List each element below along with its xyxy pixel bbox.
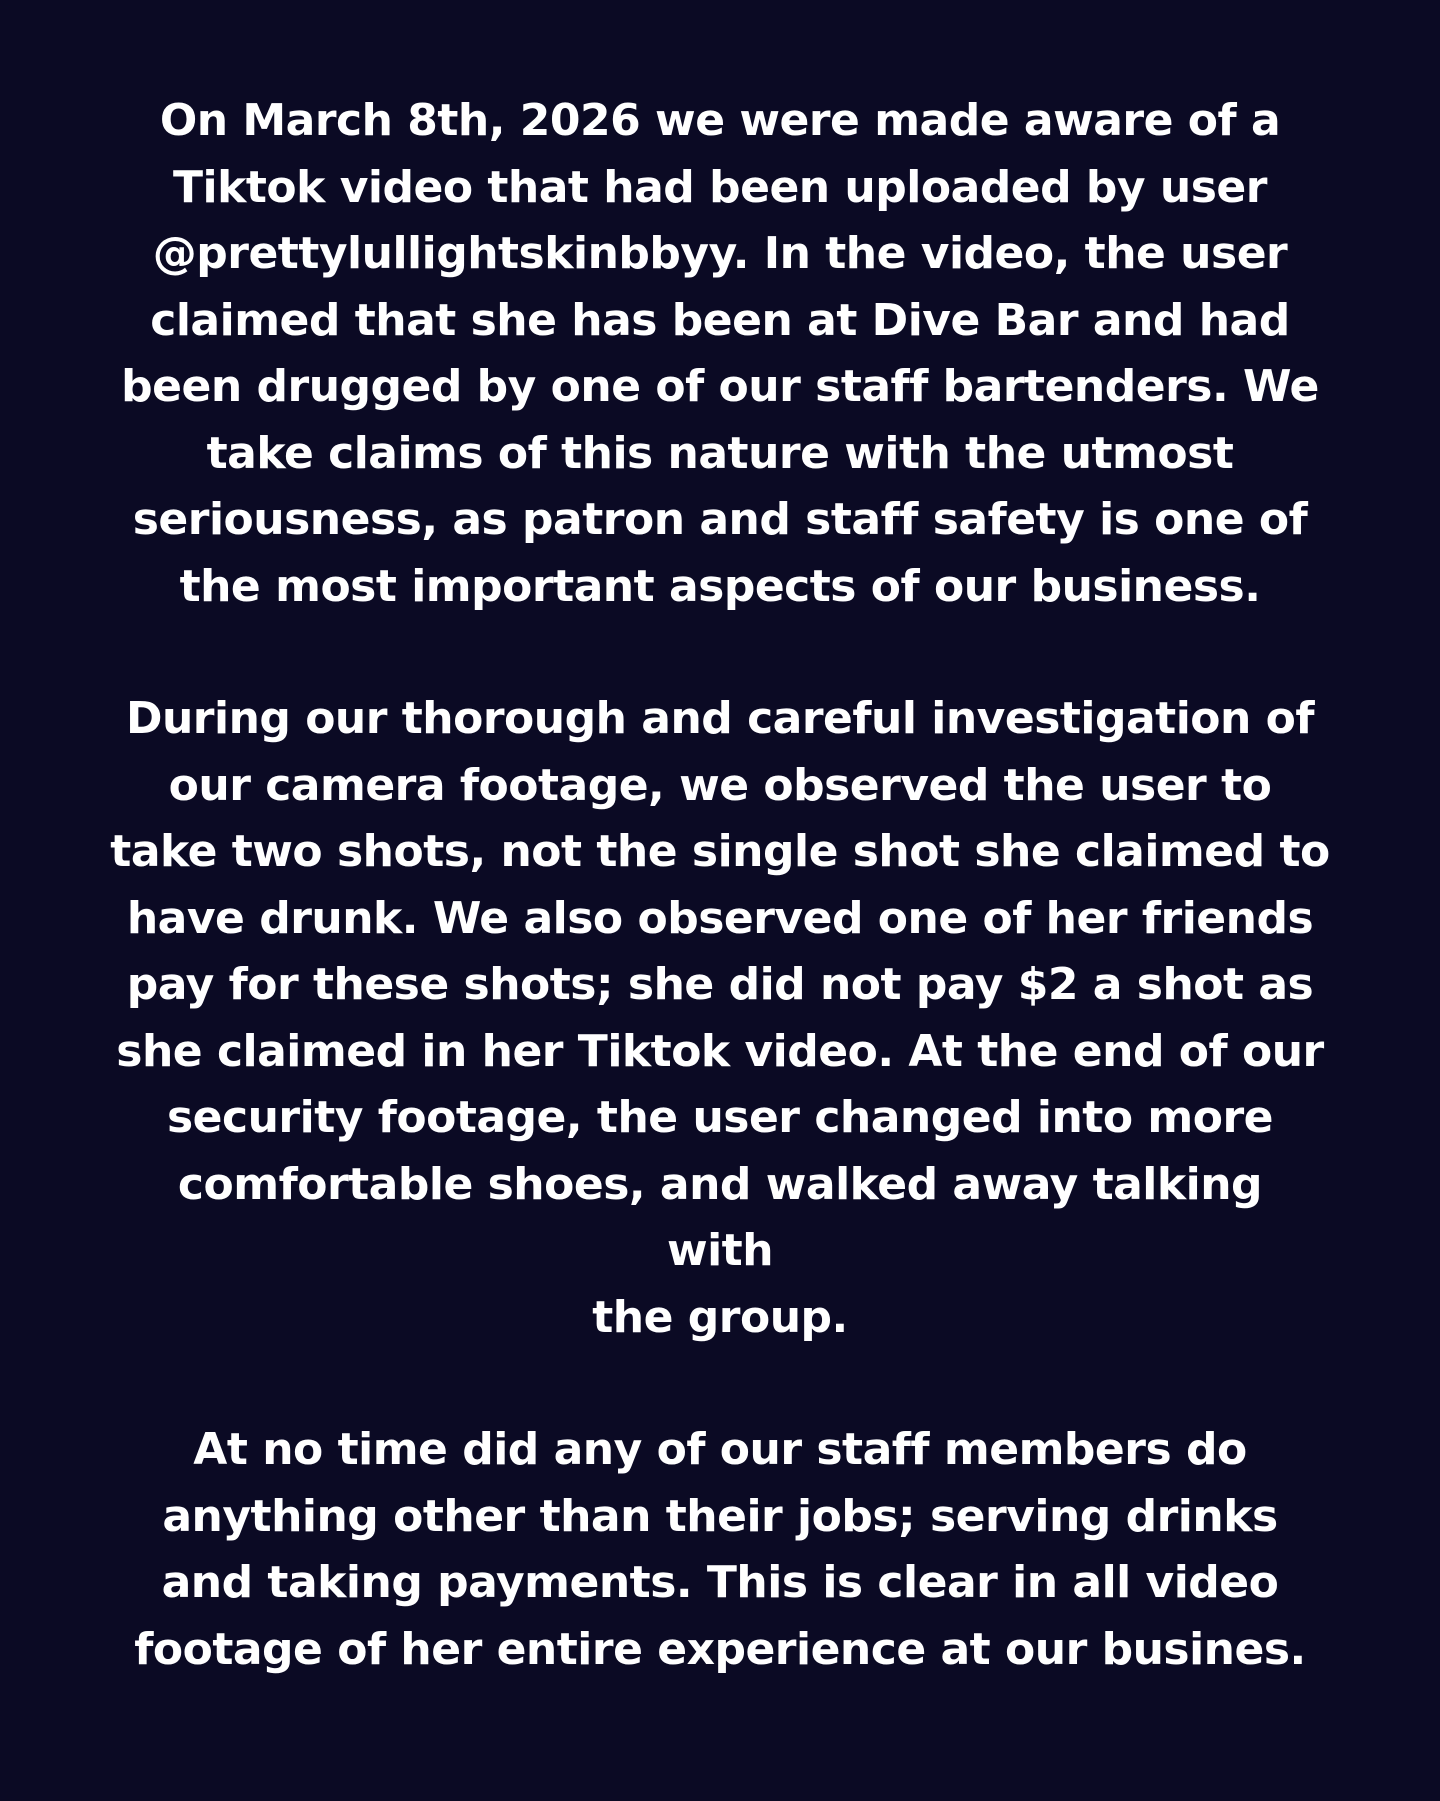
text-line: During our thorough and careful investigation of — [125, 693, 1315, 744]
text-line: the group. — [592, 1291, 848, 1343]
text-line: At no time did any of our staff members do — [193, 1424, 1247, 1475]
text-line: Tiktok video that had been uploaded by user — [173, 161, 1267, 213]
text-line: On March 8th, 2026 we were made aware of a — [159, 95, 1281, 146]
text-line: have drunk. We also observed one of her friends — [126, 892, 1314, 944]
text-line: take claims of this nature with the utmost — [206, 427, 1234, 479]
text-line: and taking payments. This is clear in all video — [161, 1557, 1279, 1608]
paragraph-investigation-findings — [90, 686, 1350, 1351]
text-line: she claimed in her Tiktok video. At the end of our — [116, 1025, 1324, 1077]
text-line: take two shots, not the single shot she claimed to — [110, 826, 1330, 877]
text-line: seriousness, as patron and staff safety is one of — [132, 494, 1308, 545]
text-line: pay for these shots; she did not pay $2 a shot as — [126, 959, 1314, 1010]
text-line: our camera footage, we observed the user to — [168, 759, 1272, 811]
text-line: with — [666, 1225, 774, 1276]
text-line: comfortable shoes, and walked away talking — [177, 1158, 1263, 1210]
text-line: been drugged by one of our staff bartenders. We — [121, 361, 1319, 412]
text-line: security footage, the user changed into more — [166, 1092, 1273, 1143]
statement-text-block — [90, 88, 1350, 1749]
text-line: @prettylullightskinbbyy. In the video, the user — [152, 228, 1288, 279]
text-line: anything other than their jobs; serving drinks — [162, 1490, 1278, 1542]
paragraph-incident-report — [90, 88, 1350, 620]
paragraph-staff-conclusion — [90, 1417, 1350, 1683]
text-line: claimed that she has been at Dive Bar and had — [150, 294, 1290, 346]
text-line: the most important aspects of our business. — [179, 560, 1261, 612]
text-line: footage of her entire experience at our busines. — [134, 1623, 1306, 1675]
